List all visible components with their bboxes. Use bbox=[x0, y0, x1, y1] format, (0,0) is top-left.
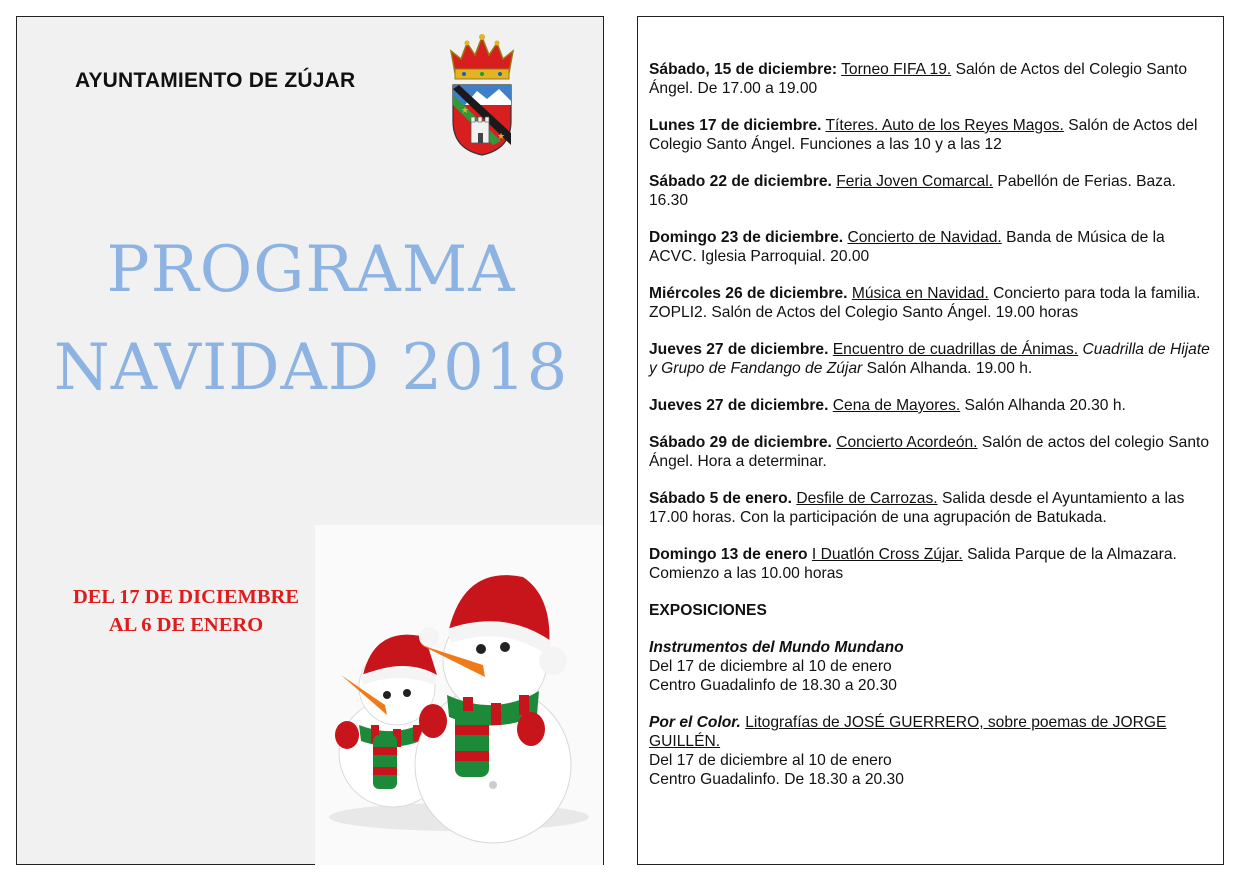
exhibition-item bbox=[649, 713, 1215, 789]
event-date: Miércoles 26 de diciembre. bbox=[649, 285, 848, 302]
event-details: Salida Parque de la Almazara. Comienzo a las 10.00 horas bbox=[649, 546, 1177, 582]
event-details: Salón de actos del colegio Santo Ángel. Hora a determinar. bbox=[649, 434, 1209, 470]
event-date: Domingo 23 de diciembre. bbox=[649, 229, 844, 246]
event-name: Cena de Mayores. bbox=[832, 397, 961, 414]
event-date: Lunes 17 de diciembre. bbox=[649, 117, 822, 134]
svg-text:★: ★ bbox=[497, 132, 506, 142]
event-item bbox=[649, 545, 1215, 583]
event-date: Sábado, 15 de diciembre: bbox=[649, 61, 838, 78]
exhibition-place: Centro Guadalinfo de 18.30 a 20.30 bbox=[649, 677, 897, 694]
event-details: Salón de Actos del Colegio Santo Ángel. Funciones a las 10 y a las 12 bbox=[649, 117, 1198, 153]
program-list bbox=[649, 60, 1215, 807]
event-date: Jueves 27 de diciembre. bbox=[649, 397, 829, 414]
event-name: Música en Navidad. bbox=[851, 285, 989, 302]
date-range-line2: AL 6 DE ENERO bbox=[108, 614, 264, 636]
event-item bbox=[649, 284, 1215, 322]
event-details: Salón Alhanda 20.30 h. bbox=[964, 397, 1126, 414]
event-name: Torneo FIFA 19. bbox=[841, 61, 952, 78]
event-item bbox=[649, 172, 1215, 210]
event-item bbox=[649, 489, 1215, 527]
event-name: I Duatlón Cross Zújar. bbox=[811, 546, 963, 563]
exhibition-place: Centro Guadalinfo. De 18.30 a 20.30 bbox=[649, 771, 904, 788]
exhibition-title: Por el Color. bbox=[649, 714, 741, 731]
event-name: Desfile de Carrozas. bbox=[796, 490, 938, 507]
event-item bbox=[649, 228, 1215, 266]
program-panel bbox=[637, 16, 1224, 865]
event-item bbox=[649, 396, 1215, 415]
coat-of-arms-icon bbox=[447, 29, 517, 157]
event-details: Salida desde el Ayuntamiento a las 17.00 horas. Con la participación de una agrupación de Batukada. bbox=[649, 490, 1185, 526]
event-performers: Cuadrilla de Hijate y Grupo de Fandango de Zújar bbox=[649, 341, 1210, 377]
event-name: Feria Joven Comarcal. bbox=[836, 173, 994, 190]
event-name: Concierto de Navidad. bbox=[847, 229, 1002, 246]
program-title-line1: PROGRAMA bbox=[106, 233, 516, 307]
snowmen-illustration-icon bbox=[315, 525, 603, 865]
event-details: Salón de Actos del Colegio Santo Ángel. De 17.00 a 19.00 bbox=[649, 61, 1188, 97]
cover-panel bbox=[16, 16, 604, 865]
event-date: Domingo 13 de enero bbox=[649, 546, 808, 563]
event-item bbox=[649, 60, 1215, 98]
event-item bbox=[649, 116, 1215, 154]
event-name: Encuentro de cuadrillas de Ánimas. bbox=[832, 341, 1079, 358]
exhibition-subtitle: Litografías de JOSÉ GUERRERO, sobre poemas de JORGE GUILLÉN. bbox=[649, 714, 1167, 750]
event-details: Banda de Música de la ACVC. Iglesia Parroquial. 20.00 bbox=[649, 229, 1165, 265]
event-date: Jueves 27 de diciembre. bbox=[649, 341, 829, 358]
event-name: Títeres. Auto de los Reyes Magos. bbox=[825, 117, 1064, 134]
event-item bbox=[649, 340, 1215, 378]
date-range-line1: DEL 17 DE DICIEMBRE bbox=[72, 586, 300, 608]
exhibition-title: Instrumentos del Mundo Mundano bbox=[649, 639, 904, 656]
event-name: Concierto Acordeón. bbox=[836, 434, 978, 451]
event-date: Sábado 29 de diciembre. bbox=[649, 434, 832, 451]
exhibition-dates: Del 17 de diciembre al 10 de enero bbox=[649, 658, 892, 675]
organization-name: AYUNTAMIENTO DE ZÚJAR bbox=[75, 69, 356, 92]
event-details: Concierto para toda la familia. ZOPLI2. Salón de Actos del Colegio Santo Ángel. 19.00 horas bbox=[649, 285, 1201, 321]
event-details: Pabellón de Ferias. Baza. 16.30 bbox=[649, 173, 1176, 209]
event-date: Sábado 5 de enero. bbox=[649, 490, 792, 507]
exhibition-dates: Del 17 de diciembre al 10 de enero bbox=[649, 752, 892, 769]
event-date: Sábado 22 de diciembre. bbox=[649, 173, 832, 190]
event-item bbox=[649, 433, 1215, 471]
exhibitions-heading: EXPOSICIONES bbox=[649, 602, 767, 619]
program-title-line2: NAVIDAD 2018 bbox=[53, 331, 569, 405]
event-details: Salón Alhanda. 19.00 h. bbox=[866, 360, 1033, 377]
svg-text:★: ★ bbox=[461, 106, 470, 116]
exhibition-item bbox=[649, 638, 1215, 695]
